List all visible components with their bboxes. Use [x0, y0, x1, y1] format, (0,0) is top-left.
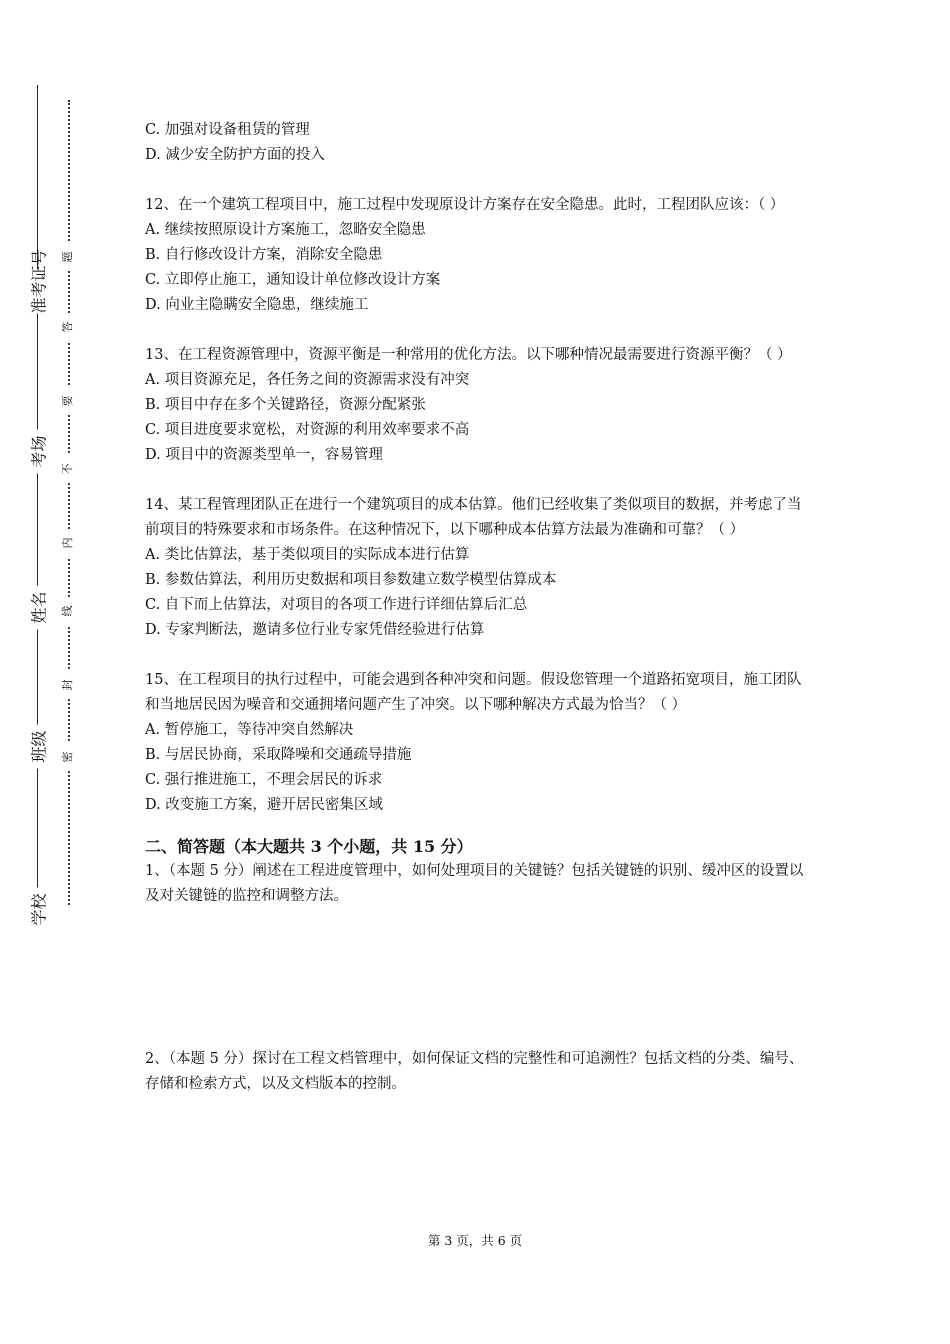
seal-char: 封 [61, 671, 75, 699]
option-item: B. 自行修改设计方案，消除安全隐患 [145, 247, 383, 263]
seal-dotted-line [68, 100, 70, 905]
option-item: C. 自下而上估算法，对项目的各项工作进行详细估算后汇总 [145, 597, 528, 613]
option-item: A. 类比估算法，基于类似项目的实际成本进行估算 [145, 547, 470, 563]
option-item: A. 项目资源充足，各任务之间的资源需求没有冲突 [145, 372, 470, 388]
seal-char: 线 [61, 597, 75, 625]
section-title: 二、简答题（本大题共 3 个小题，共 15 分） [145, 837, 473, 856]
question-stem: 15、在工程项目的执行过程中，可能会遇到各种冲突和问题。假设您管理一个道路拓宽项目，施工团队和当地居民因为噪音和交通拥堵问题产生了冲突。以下哪种解决方式最为恰当？（ ） [145, 672, 802, 713]
school-label: 学校 [27, 888, 50, 932]
option-item: D. 改变施工方案，避开居民密集区域 [145, 797, 383, 813]
short-answer-question: 1、（本题 5 分）阐述在工程进度管理中，如何处理项目的关键链？包括关键链的识别、缓冲区的设置以及对关键链的监控和调整方法。 [145, 863, 804, 904]
seal-char: 密 [61, 743, 75, 771]
option-item: A. 暂停施工，等待冲突自然解决 [145, 722, 354, 738]
short-answer-question: 2、（本题 5 分）探讨在工程文档管理中，如何保证文档的完整性和可追溯性？包括文档的分类、编号、存储和检索方式，以及文档版本的控制。 [145, 1051, 804, 1092]
seal-char: 答 [61, 313, 75, 341]
option-item: B. 参数估算法，利用历史数据和项目参数建立数学模型估算成本 [145, 572, 557, 588]
seal-char: 题 [61, 243, 75, 271]
binding-line [37, 85, 38, 927]
seal-char: 要 [61, 387, 75, 415]
option-item: C. 立即停止施工，通知设计单位修改设计方案 [145, 272, 441, 288]
name-label: 姓名 [27, 586, 50, 630]
class-label: 班级 [27, 725, 50, 769]
exam-room-label: 考场 [27, 430, 50, 474]
answer-space [145, 909, 815, 1047]
option-item: D. 向业主隐瞒安全隐患，继续施工 [145, 297, 369, 313]
option-item: B. 与居民协商，采取降噪和交通疏导措施 [145, 747, 412, 763]
question-stem: 14、某工程管理团队正在进行一个建筑项目的成本估算。他们已经收集了类似项目的数据，并考虑了当前项目的特殊要求和市场条件。在这种情况下，以下哪种成本估算方法最为准确和可靠？（ ） [145, 497, 802, 538]
option-item: C. 项目进度要求宽松，对资源的利用效率要求不高 [145, 422, 470, 438]
page-footer: 第 3 页，共 6 页 [427, 1233, 523, 1248]
option-item: B. 项目中存在多个关键路径，资源分配紧张 [145, 397, 426, 413]
seal-char: 不 [61, 455, 75, 483]
option-item: D. 项目中的资源类型单一，容易管理 [145, 447, 383, 463]
option-item: A. 继续按照原设计方案施工，忽略安全隐患 [145, 222, 426, 238]
option-item: C. 加强对设备租赁的管理 [145, 122, 310, 138]
seal-char: 内 [61, 529, 75, 557]
question-stem: 12、在一个建筑工程项目中，施工过程中发现原设计方案存在安全隐患。此时，工程团队应该：（ ） [145, 197, 785, 213]
option-item: D. 减少安全防护方面的投入 [145, 147, 325, 163]
option-item: C. 强行推进施工，不理会居民的诉求 [145, 772, 383, 788]
question-stem: 13、在工程资源管理中，资源平衡是一种常用的优化方法。以下哪种情况最需要进行资源平衡？（ ） [145, 347, 792, 363]
exam-content [145, 118, 815, 1097]
exam-number-label: 准考证号 [27, 270, 50, 314]
option-item: D. 专家判断法，邀请多位行业专家凭借经验进行估算 [145, 622, 485, 638]
